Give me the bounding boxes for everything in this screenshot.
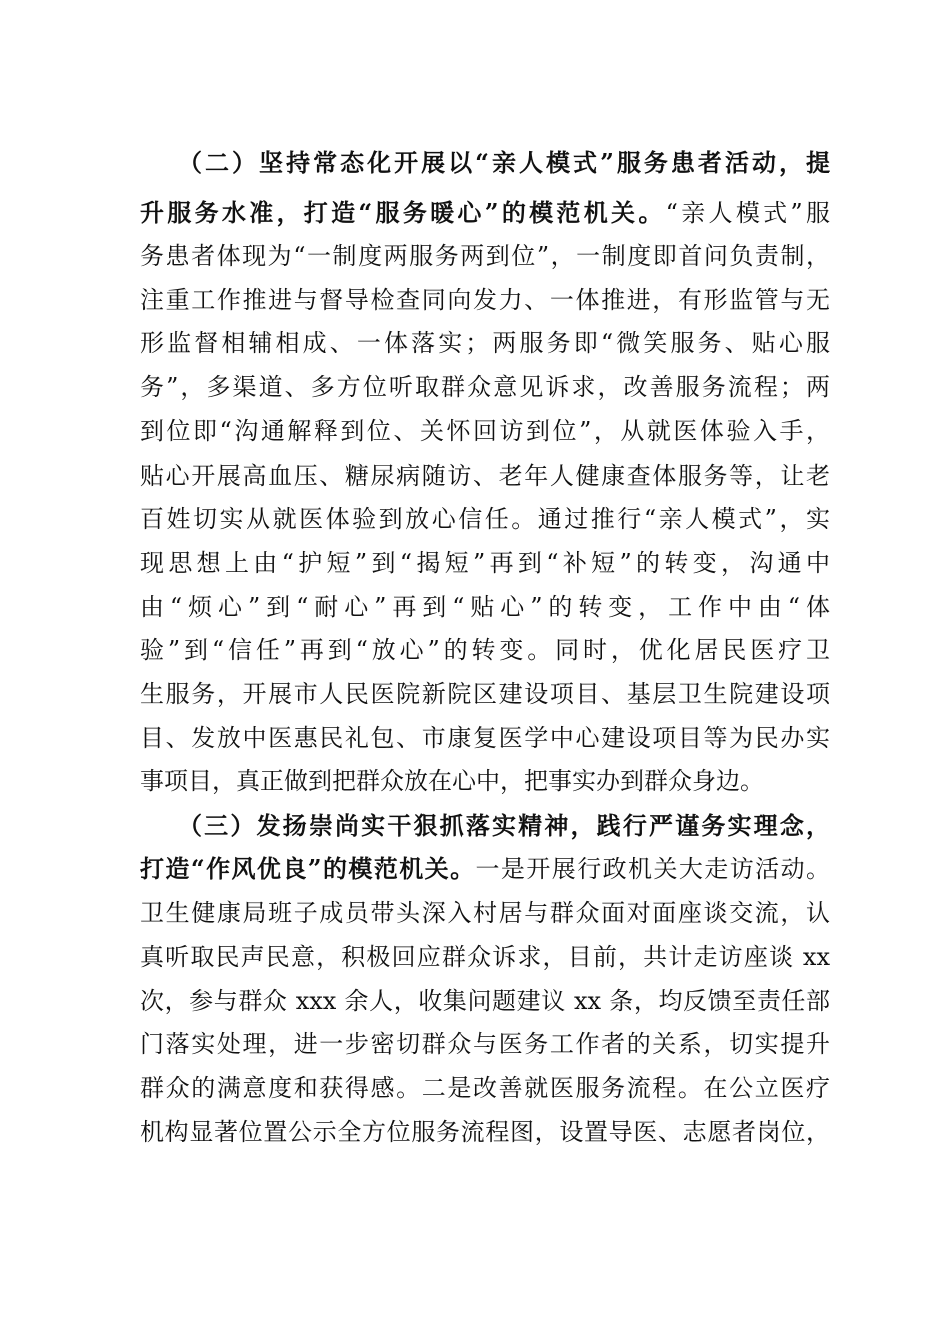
section3-body-line2-tail: 一是开展行政机关大走访活动。 [475,855,830,883]
paragraph-line: 群众的满意度和获得感。二是改善就医服务流程。在公立医疗 [140,1074,830,1102]
paragraph-line: 贴心开展高血压、糖尿病随访、老年人健康查体服务等，让老 [140,462,830,490]
section3-line2 [140,854,830,884]
paragraph-line: 真听取民声民意，积极回应群众诉求，目前，共计走访座谈 xx [140,943,830,971]
paragraph-line: 由“烦心”到“耐心”再到“贴心”的转变，工作中由“体 [140,593,830,621]
paragraph-line: 到位即“沟通解释到位、关怀回访到位”，从就医体验入手， [140,417,830,445]
paragraph-line: 生服务，开展市人民医院新院区建设项目、基层卫生院建设项 [140,680,830,708]
section2-heading-line1: （二）坚持常态化开展以“亲人模式”服务患者活动，提 [178,148,830,177]
paragraph-line: 务”，多渠道、多方位听取群众意见诉求，改善服务流程；两 [140,373,830,401]
paragraph-line: 次，参与群众 xxx 余人，收集问题建议 xx 条，均反馈至责任部 [140,987,830,1015]
paragraph-line: 事项目，真正做到把群众放在心中，把事实办到群众身边。 [140,767,764,795]
paragraph-line: 门落实处理，进一步密切群众与医务工作者的关系，切实提升 [140,1030,830,1058]
paragraph-line: 形监督相辅相成、一体落实；两服务即“微笑服务、贴心服 [140,329,830,357]
paragraph-line: 百姓切实从就医体验到放心信任。通过推行“亲人模式”，实 [140,505,830,533]
section3-heading-line2: 打造“作风优良”的模范机关。 [140,854,476,883]
section2-body-line2-tail: “亲人模式”服 [665,199,831,227]
paragraph-line: 务患者体现为“一制度两服务两到位”，一制度即首问负责制， [140,242,830,270]
section2-line2 [140,198,830,228]
paragraph-line: 机构显著位置公示全方位服务流程图，设置导医、志愿者岗位， [140,1118,830,1146]
paragraph-line: 验”到“信任”再到“放心”的转变。同时，优化居民医疗卫 [140,636,830,664]
section3-heading-line1: （三）发扬崇尚实干狠抓落实精神，践行严谨务实理念， [178,811,830,840]
paragraph-line: 目、发放中医惠民礼包、市康复医学中心建设项目等为民办实 [140,724,830,752]
paragraph-line: 卫生健康局班子成员带头深入村居与群众面对面座谈交流，认 [140,899,830,927]
paragraph-line: 注重工作推进与督导检查同向发力、一体推进，有形监管与无 [140,286,830,314]
section2-heading-line2: 升服务水准，打造“服务暖心”的模范机关。 [140,198,666,227]
paragraph-line: 现思想上由“护短”到“揭短”再到“补短”的转变，沟通中 [140,549,830,577]
